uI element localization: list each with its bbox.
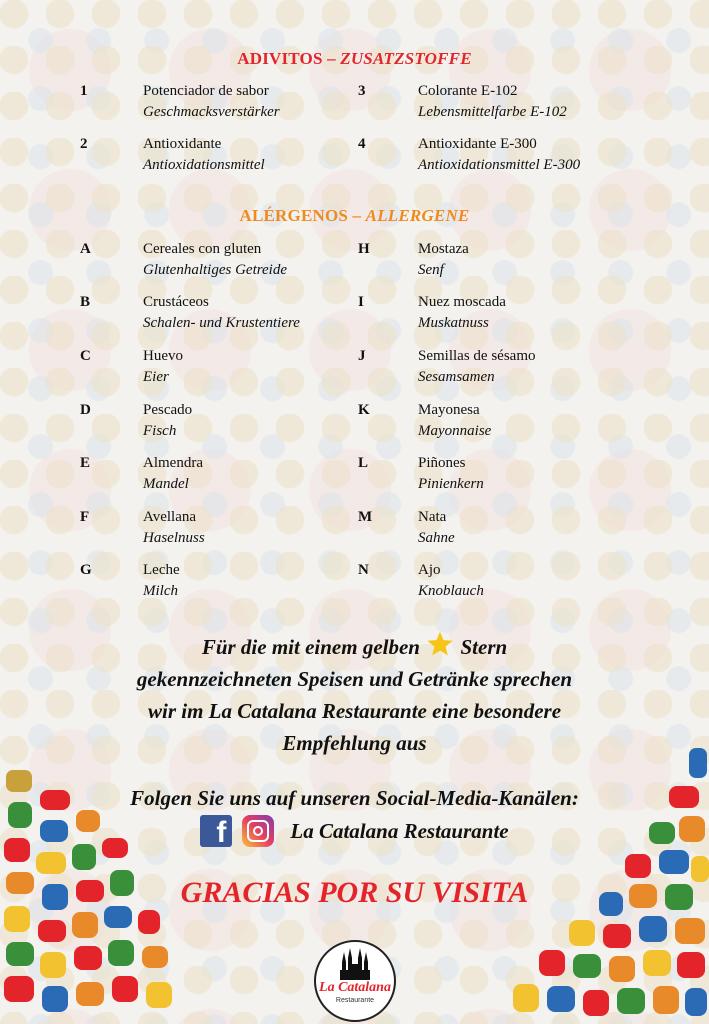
allergen-name-es: Mostaza bbox=[418, 241, 469, 257]
allergen-name-es: Crustáceos bbox=[143, 294, 209, 310]
allergen-name-de: Knoblauch bbox=[418, 583, 484, 599]
allergen-name-es: Cereales con gluten bbox=[143, 241, 262, 257]
allergen-name-de: Haselnuss bbox=[143, 530, 205, 546]
additives-title-es: ADIVITOS – bbox=[237, 49, 341, 68]
allergens-title-de: ALLERGENE bbox=[365, 206, 470, 225]
allergen-name-es: Avellana bbox=[143, 509, 197, 525]
additive-name-de: Lebensmittelfarbe E-102 bbox=[418, 104, 567, 120]
additive-name-de: Antioxidationsmittel E-300 bbox=[418, 157, 581, 173]
allergen-code: F bbox=[80, 509, 90, 525]
allergen-name-de: Milch bbox=[143, 583, 178, 599]
allergen-name-de: Glutenhaltiges Getreide bbox=[143, 262, 287, 278]
allergen-name-es: Nuez moscada bbox=[418, 294, 506, 310]
additive-name-es: Antioxidante bbox=[143, 136, 222, 152]
allergen-name-es: Ajo bbox=[418, 562, 441, 578]
allergen-name-de: Schalen- und Krustentiere bbox=[143, 315, 300, 331]
recommendation-part-1: Für die mit einem gelben bbox=[201, 635, 420, 659]
allergen-code: A bbox=[80, 241, 91, 257]
additives-title bbox=[0, 49, 709, 69]
cathedral-icon bbox=[338, 948, 372, 980]
allergen-code: N bbox=[358, 562, 369, 578]
star-icon bbox=[425, 630, 455, 658]
allergen-name-de: Sahne bbox=[418, 530, 455, 546]
additives-title-de: ZUSATZSTOFFE bbox=[340, 49, 472, 68]
additive-code: 4 bbox=[358, 136, 366, 152]
allergen-code: J bbox=[358, 348, 366, 364]
allergens-title-es: ALÉRGENOS – bbox=[239, 206, 366, 225]
recommendation-line-3: wir im La Catalana Restaurante eine besondere bbox=[147, 699, 562, 723]
allergens-row bbox=[0, 241, 709, 285]
allergens-row bbox=[0, 455, 709, 499]
allergens-row bbox=[0, 294, 709, 338]
recommendation-line-4: Empfehlung aus bbox=[282, 731, 427, 755]
additive-code: 3 bbox=[358, 83, 366, 99]
recommendation-line-2: gekennzeichneten Speisen und Getränke sprechen bbox=[136, 667, 573, 691]
allergen-code: G bbox=[80, 562, 92, 578]
additives-row-1 bbox=[0, 83, 709, 127]
allergen-name-de: Eier bbox=[143, 369, 169, 385]
allergens-row bbox=[0, 348, 709, 392]
recommendation-part-2: Stern bbox=[460, 635, 508, 659]
instagram-icon[interactable] bbox=[242, 815, 274, 847]
additive-name-es: Potenciador de sabor bbox=[143, 83, 269, 99]
allergen-name-de: Sesamsamen bbox=[418, 369, 495, 385]
additive-name-de: Antioxidationsmittel bbox=[143, 157, 265, 173]
social-links bbox=[0, 815, 709, 847]
allergen-name-es: Piñones bbox=[418, 455, 466, 471]
thanks-message: GRACIAS POR SU VISITA bbox=[180, 876, 529, 909]
allergen-code: I bbox=[358, 294, 364, 310]
allergen-code: C bbox=[80, 348, 91, 364]
recommendation-note bbox=[40, 630, 669, 759]
additives-row-2 bbox=[0, 136, 709, 180]
allergens-row bbox=[0, 402, 709, 446]
allergen-code: H bbox=[358, 241, 370, 257]
allergens-row bbox=[0, 562, 709, 606]
allergen-name-de: Mayonnaise bbox=[418, 423, 492, 439]
allergen-code: L bbox=[358, 455, 369, 471]
allergen-name-de: Senf bbox=[418, 262, 444, 278]
allergen-code: E bbox=[80, 455, 91, 471]
allergen-name-es: Leche bbox=[143, 562, 180, 578]
allergen-name-de: Pinienkern bbox=[418, 476, 484, 492]
facebook-icon[interactable]: f bbox=[200, 815, 232, 847]
allergen-code: D bbox=[80, 402, 91, 418]
allergens-row bbox=[0, 509, 709, 553]
social-account-name: La Catalana Restaurante bbox=[290, 818, 509, 843]
restaurant-logo bbox=[314, 940, 396, 1022]
allergen-code: K bbox=[358, 402, 370, 418]
additive-name-es: Colorante E-102 bbox=[418, 83, 518, 99]
additive-code: 2 bbox=[80, 136, 88, 152]
allergens-title bbox=[0, 206, 709, 226]
allergen-name-de: Mandel bbox=[143, 476, 189, 492]
allergen-name-es: Semillas de sésamo bbox=[418, 348, 536, 364]
allergen-name-es: Nata bbox=[418, 509, 447, 525]
allergen-name-es: Almendra bbox=[143, 455, 203, 471]
allergen-name-es: Mayonesa bbox=[418, 402, 480, 418]
allergen-code: B bbox=[80, 294, 91, 310]
allergen-name-es: Pescado bbox=[143, 402, 193, 418]
allergen-code: M bbox=[358, 509, 373, 525]
allergen-name-de: Muskatnuss bbox=[418, 315, 489, 331]
recommendation-line-1 bbox=[40, 630, 669, 663]
logo-subtitle: Restaurante bbox=[335, 997, 375, 1004]
allergen-name-de: Fisch bbox=[143, 423, 177, 439]
logo-name: La Catalana bbox=[319, 980, 391, 995]
allergen-name-es: Huevo bbox=[143, 348, 183, 364]
additive-name-de: Geschmacksverstärker bbox=[143, 104, 280, 120]
social-heading: Folgen Sie uns auf unseren Social-Media-Kanälen: bbox=[130, 786, 579, 810]
additive-name-es: Antioxidante E-300 bbox=[418, 136, 537, 152]
additive-code: 1 bbox=[80, 83, 88, 99]
